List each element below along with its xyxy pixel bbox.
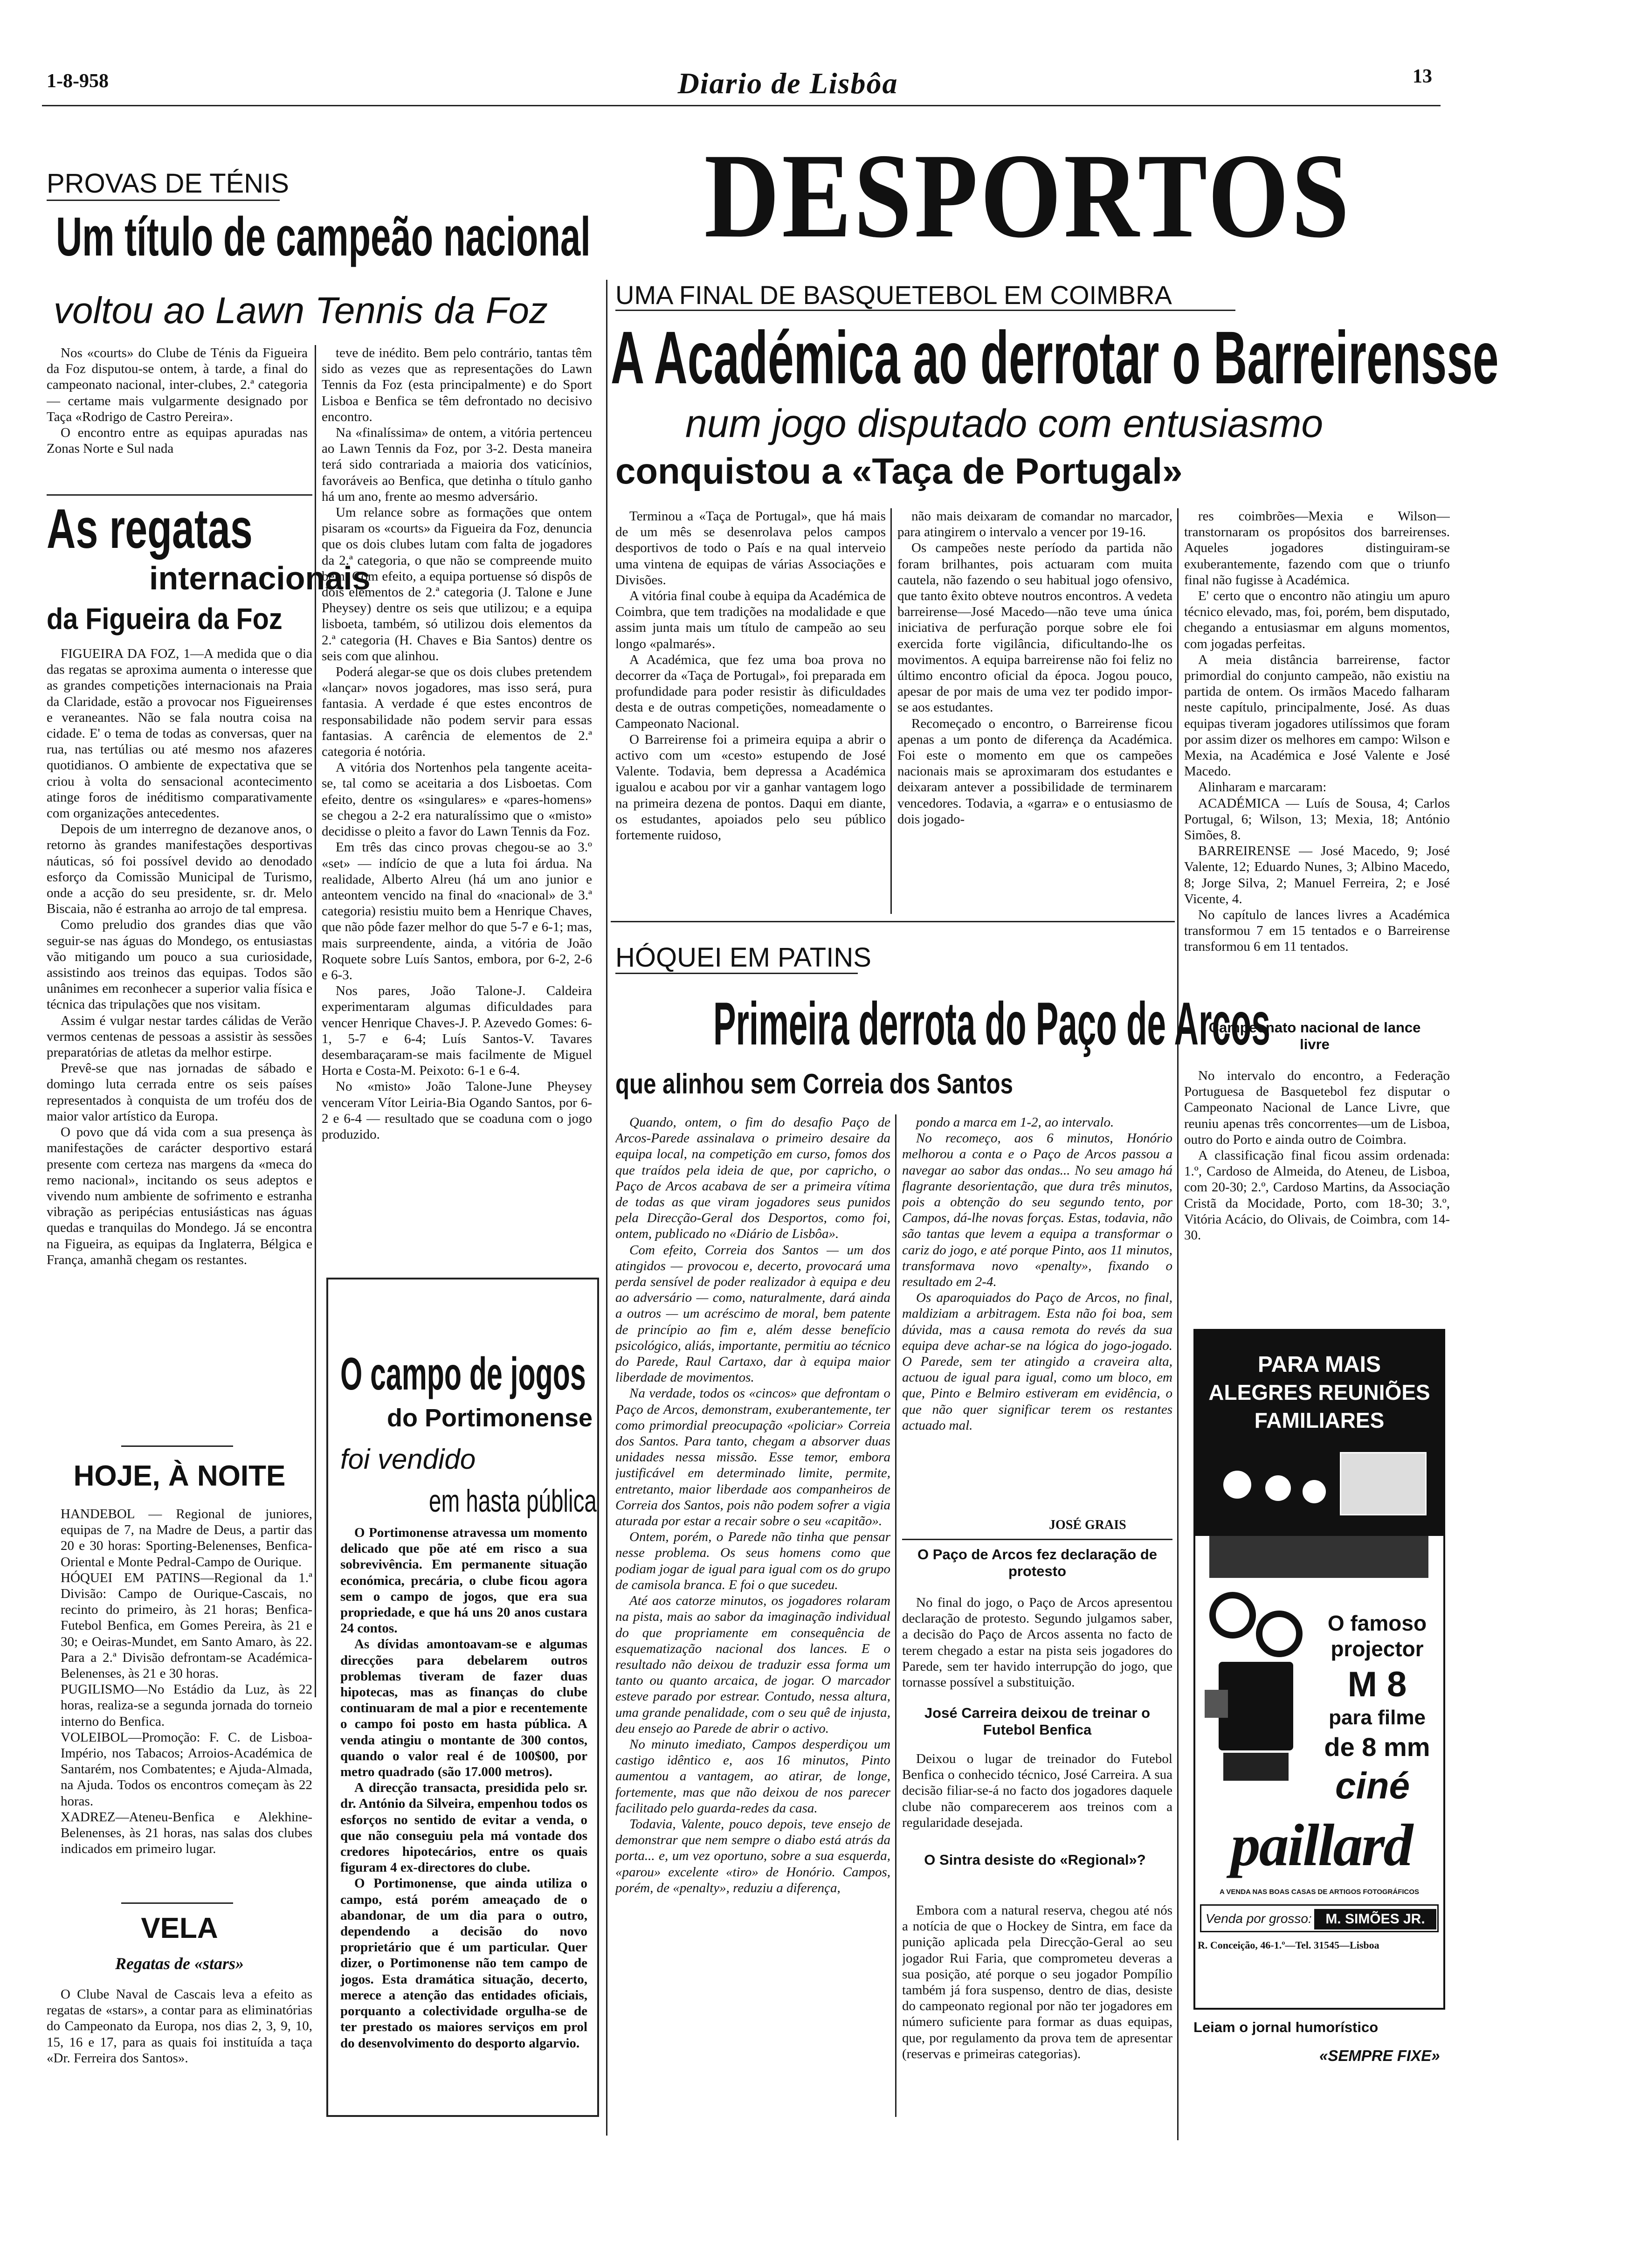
regatas-headline: As regatas xyxy=(47,498,253,560)
portimonense-line2: do Portimonense xyxy=(387,1404,593,1432)
header-rule xyxy=(42,105,1441,106)
ad-o-famoso: O famoso xyxy=(1327,1611,1427,1635)
hoje-title: HOJE, À NOITE xyxy=(73,1460,286,1492)
carreira-title: José Carreira deixou de treinar o Futebol Benfica xyxy=(924,1705,1151,1738)
kicker-underline xyxy=(615,973,858,974)
protesto-body: No final do jogo, o Paço de Arcos apresentou declaração de protesto. Segundo julgamos saber, a decisão do Paço de Arcos assenta no facto de terem chegado a estar na pista seis jogadores do Parede, sem ter havido interrupção do jogo, que tornasse possível a substituição. xyxy=(902,1595,1172,1690)
col-rule xyxy=(890,508,892,914)
regatas-line2: internacionais xyxy=(149,560,371,596)
portimonense-line4: em hasta pública xyxy=(429,1483,597,1519)
ad-banner-2: ALEGRES REUNIÕES xyxy=(1208,1380,1430,1404)
rule xyxy=(47,494,312,496)
tenis-col2: teve de inédito. Bem pelo contrário, tantas têm sido as vezes que as representações do Lawn Tennis da Foz (esta principalmente) e do Sport Lisboa e Benfica se têm defrontado no decisivo encontro. Na «finalíssima» de ontem, a vitória pertenceu ao Lawn Tennis da Foz, por 3-2. Desta maneira terá sido contrariada a maioria dos vaticínios, favoráveis ao Benfica, que detinha o título ganho há um ano, frente ao mesmo adversário. Um relance sobre as formações que ontem pisaram os «courts» da Figueira da Foz, denuncia que os dois clubes lutam com falta de jogadores da 2.ª categoria, o que não se compreende muito bem. Com efeito, a equipa portuense só dispôs de dois elementos de 2.ª categoria (J. Talone e June Pheysey) dentre os seis que utilizou; e a equipa lisboeta, também, só utilizou dois elementos da 2.ª categoria (H. Chaves e Bia Santos) dentre os seis com que alinhou. Poderá alegar-se que os dois clubes pretendem «lançar» novos jogadores, mas isso será, pura fantasia. A verdade é que estes encontros de responsabilidade não podem servir para essas fantasias. A carência de elementos de 2.ª categoria é notória. A vitória dos Nortenhos pela tangente aceita-se, tal como se aceitaria a dos Lisboetas. Com efeito, dentre os «singulares» e «pares-homens» se chegou a 2-2 era naturalíssimo que o «misto» decidisse o pleito a favor do Lawn Tennis da Foz. Em três das cinco provas chegou-se ao 3.º «set» — indício de que a luta foi árdua. Na realidade, Alberto Alreu (há um ano junior e anteontem vencido na final do «nacional» de 3.ª categoria) resistiu muito bem a Henrique Chaves, que não pôde fazer melhor do que 5-7 e 6-1; mas, mais surpreendente, ainda, a vitória de João Roquete sobre Luís Santos, embora, por 6-2, 2-6 e 6-3. Nos pares, João Talone-J. Caldeira experimentaram algumas dificuldades para vencer Henrique Chaves-J. P. Azevedo Gomes: 6-1, 5-7 e 6-4; Luís Santos-V. Tavares desembaraçaram-se mais facilmente de Miguel Horta e Costa-M. Peixoto: 6-1 e 6-4. No «misto» João Talone-June Pheysey venceram Vítor Leiria-Bia Ogando Santos, por 6-2 e 6-4 — resultado que se coaduna com o jogo produzido. xyxy=(322,346,592,1142)
tenis-headline: Um título de campeão nacional xyxy=(56,206,591,268)
portimonense-line3: foi vendido xyxy=(340,1444,476,1475)
col-rule xyxy=(315,345,316,1697)
sintra-title: O Sintra desiste do «Regional»? xyxy=(924,1852,1146,1868)
ad-sale-line: A VENDA NAS BOAS CASAS DE ARTIGOS FOTOGRÁFICOS xyxy=(1219,1888,1420,1896)
hoquei-author: JOSÉ GRAIS xyxy=(1049,1518,1126,1532)
col-rule xyxy=(1177,508,1179,2140)
sintra-body: Embora com a natural reserva, chegou até nós a notícia de que o Hockey de Sintra, em face da punição aplicada pela Direcção-Geral ao seu jogador Rui Faria, que comprometeu deveras a sua posição, até porque o seu jogador Pompílio também já fora suspenso, dentro de dias, desiste do campeonato regional por não ter jogadores em número suficiente para formar as duas equipas, que, por regulamento da prova tem de apresentar (reservas e primeiras categorias). xyxy=(902,1903,1172,2061)
vela-subtitle: Regatas de «stars» xyxy=(115,1954,244,1973)
hoquei-kicker: HÓQUEI EM PATINS xyxy=(615,942,871,973)
ad-address: R. Conceição, 46-1.º—Tel. 31545—Lisboa xyxy=(1198,1939,1379,1951)
section-title: DESPORTOS xyxy=(704,129,1352,263)
ad-brand-cine: ciné xyxy=(1335,1765,1410,1806)
basket-col1: Terminou a «Taça de Portugal», que há mais de um mês se desenrolava pelos campos desportivos de todo o País e na qual interveio uma vintena de equipas de várias Associações e Divisões. A vitória final coube à equipa da Académica de Coimbra, que tem tradições na modalidade e que assim junta mais um título de campeão ao seu longo «palmarés». A Académica, que fez uma boa prova no decorrer da «Taça de Portugal», foi preparada em profundidade para poder resistir às dificuldades desta e de outras competições, nomeadamente o Campeonato Nacional. O Barreirense foi a primeira equipa a abrir o activo com um «cesto» estupendo de José Valente. Todavia, bem depressa a Académica igualou e acabou por vir a ganhar vantagem logo na primeira dezena de pontos. Daqui em diante, os estudantes, apoiados pelo seu público fortemente ruidoso, xyxy=(615,509,886,843)
hoquei-col1: Quando, ontem, o fim do desafio Paço de Arcos-Parede assinalava o primeiro desaire da equipa local, na competição em curso, fomos dos que traídos pela ideia de que, por capricho, o Paço de Arcos acabava de ser a primeira vítima de todas as que viram jogadores seus punidos pela Direcção-Geral dos Desportos, como foi, ontem, publicado no «Diário de Lisbôa». Com efeito, Correia dos Santos — um dos atingidos — provocou e, decerto, provocará uma perda sensível de poder realizador à equipa e deu ao adversário — como, naturalmente, dará ainda a outros — um acréscimo de moral, bem patente de princípio ao fim e, além desse benefício psicológico, aliás, importante, permitiu ao técnico do Parede, Raul Cartaxo, dar à equipa maior liberdade de movimentos. Na verdade, todos os «cincos» que defrontam o Paço de Arcos, demonstram, exuberantemente, ter como primordial preocupação «policiar» Correia dos Santos. Para tanto, chegam a absorver duas unidades nessa missão. Esse temor, embora justificável em determinado limite, permite, entretanto, maior liberdade aos companheiros de Correia dos Santos, pois não podem sofrer a vigia aturada por estar a recair sobre o seu «capitão». Ontem, porém, o Parede não tinha que pensar nesse problema. Os seus homens como que podiam jogar de igual para igual com os do grupo de camisola branca. E foi o que sucedeu. Até aos catorze minutos, os jogadores rolaram na pista, mais ao sabor da imaginação individual do que propriamente em consequência de esquematização nacional dos lances. E o resultado não deixou de traduzir essa forma um tanto ou quanto arcaica, de jogar. O marcador esteve parado por estrear. Contudo, nessa altura, uma grande penalidade, com o seu quê de injusta, deu ensejo ao Parede de abrir o activo. No minuto imediato, Campos desperdiçou um castigo idêntico e, aos 16 minutos, Pinto aumentou a vantagem, ao atirar, de longe, fortemente, mas que não deixou de nos parecer facilitado pelo guarda-redes da casa. Todavia, Valente, pouco depois, teve ensejo de demonstrar que nem sempre o diabo está atrás da porta... e, um vez oportuno, sobre a sua esquerda, «parou» excelente «tiro» de Honório. Campos, porém, de «penalty», reduziu a diferença, xyxy=(615,1115,890,1895)
ad-model: M 8 xyxy=(1347,1665,1407,1704)
kicker-underline xyxy=(615,310,1235,311)
portimonense-line1: O campo de jogos xyxy=(340,1348,586,1399)
hoquei-col2: pondo a marca em 1-2, ao intervalo. No recomeço, aos 6 minutos, Honório melhorou a conta e o Paço de Arcos passou a navegar ao sabor das ondas... No seu amago há flagrante desorientação, que dura três minutos, pois a obtenção do seu segundo tento, por Campos, dá-lhe novas forças. Estas, todavia, não são tantas que levem a equipa a transformar o cariz do jogo, e até porque Pinto, aos 11 minutos, transformava novo «penalty», fixando o resultado em 2-4. Os aparoquiados do Paço de Arcos, no final, maldiziam a arbitragem. Esta não foi boa, sem dúvida, mas a causa remota do revés da sua equipa deve achar-se na lógica do jogo-jogado. O Parede, sem ter atingido a craveira alta, actuou de igual para igual, como um bloco, em que, Pinto e Belmiro estiveram em evidência, o que não quer significar terem os restantes actuado mal. xyxy=(902,1115,1172,1433)
tenis-subhead: voltou ao Lawn Tennis da Foz xyxy=(54,290,548,331)
paillard-ad xyxy=(1193,1329,1445,2010)
divider xyxy=(121,1445,233,1447)
ad-wholesale-label: Venda por grosso: xyxy=(1206,1911,1312,1926)
basket-headline: A Académica ao derrotar o Barreirensse xyxy=(611,316,1499,399)
ad-wholesale-name: M. SIMÕES JR. xyxy=(1314,1909,1436,1929)
lance-livre-body: No intervalo do encontro, a Federação Portuguesa de Basquetebol fez disputar o Campeonato Nacional de Lance Livre, que reuniu apenas três concorrentes—um de Lisboa, outro do Porto e ainda outro de Coimbra. A classificação final ficou assim ordenada: 1.º, Cardoso de Almeida, do Ateneu, de Lisboa, com 20-30; 2.º, Cardoso Martins, da Associação Cristã da Mocidade, Porto, com 18-30; 3.º, Vitória Acácio, do Olivais, de Coimbra, com 14-30. xyxy=(1184,1068,1450,1243)
basket-subhead2: conquistou a «Taça de Portugal» xyxy=(615,450,1183,491)
hoquei-headline: Primeira derrota do Paço de Arcos xyxy=(713,989,1270,1058)
family-illustration xyxy=(1205,1443,1433,1583)
masthead: Diario de Lisbôa xyxy=(677,67,898,100)
basket-kicker: UMA FINAL DE BASQUETEBOL EM COIMBRA xyxy=(615,280,1172,310)
page-number: 13 xyxy=(1413,66,1432,87)
rule xyxy=(902,1539,1172,1540)
regatas-line3: da Figueira da Foz xyxy=(47,602,283,636)
ad-8mm: de 8 mm xyxy=(1324,1732,1430,1762)
basket-col2: não mais deixaram de comandar no marcador, para atingirem o intervalo a vencer por 19-16. Os campeões neste período da partida não foram brilhantes, pois actuaram com muita cautela, não fazendo o seu habitual jogo ofensivo, que tanto êxito obteve noutros encontros. A vedeta barreirense—José Macedo—não teve uma única iniciativa de perfuração porque sobre ele foi exercida forte vigilância, dificultando-lhe os movimentos. A equipa barreirense não foi feliz no último encontro oficial da época. Jogou pouco, apesar de por mais de uma vez ter podido impor-se aos estudantes. Recomeçado o encontro, o Barreirense ficou apenas a um ponto de diferença da Académica. Foi este o momento em que os campeões nacionais mais se aproximaram dos estudantes e deixaram antever a possibilidade de terminarem vencedores. Todavia, a «garra» e o entusiasmo de dois jogado- xyxy=(897,509,1172,827)
hoquei-subhead: que alinhou sem Correia dos Santos xyxy=(615,1068,1013,1099)
tenis-kicker: PROVAS DE TÉNIS xyxy=(47,168,289,199)
regatas-body: FIGUEIRA DA FOZ, 1—A medida que o dia das regatas se aproxima aumenta o interesse que as grandes competições internacionais na Praia da Claridade, estão a provocar nos Figueirenses e veraneantes. Não se fala noutra coisa na cidade. E' o tema de todas as conversas, quer na rua, nas tertúlias ou até mesmo nos afazeres quotidianos. O ambiente de expectativa que se criou à volta do sensacional acontecimento atinge foros de inéditismo comparativamente com organizações antecedentes. Depois de um interregno de dezanove anos, o retorno às grandes manifestações desportivas náuticas, só foi possível devido ao denodado esforço da Comissão Municipal de Turismo, onde a acção do seu presidente, sr. dr. Melo Biscaia, não é estranha ao arrojo de tal empresa. Como preludio dos grandes dias que vão seguir-se nas águas do Mondego, os entusiastas vão mitigando um pouco a sua curiosidade, assistindo aos treinos das equipas. Todos são unânimes em reconhecer a superior valia física e técnica das tripulações que nos visitam. Assim é vulgar nestar tardes cálidas de Verão vermos centenas de pessoas a assistir às sessões preparatórias de atletas da melhor estirpe. Prevê-se que nas jornadas de sábado e domingo luta cerrada entre os seis países representados à conquista de um troféu dos de maior valor artístico da Europa. O povo que dá vida com a sua presença às manifestações de carácter desportivo estará presente com certeza nas margens da «meca do remo nacional», incitando os seus adeptos e vivendo num ambiente de sofrimento e estranha vibração as peripécias entusiásticas nas águas quedas e tranquilas do Mondego. Já se encontra na Figueira, as equipas da Inglaterra, Bélgica e França, amanhã chegam os restantes. xyxy=(47,646,312,1267)
projector-illustration xyxy=(1205,1592,1312,1792)
ad-banner-3: FAMILIARES xyxy=(1254,1408,1385,1432)
page-date: 1-8-958 xyxy=(47,70,109,92)
vela-body: O Clube Naval de Cascais leva a efeito as regatas de «stars», a contar para as eliminatórias do Campeonato da Europa, nos dias 2, 3, 9, 10, 15, 16 e 17, para as quais foi instituída a taça «Dr. Ferreira dos Santos». xyxy=(47,1987,312,2066)
col-rule xyxy=(606,280,607,2136)
ad-para-filme: para filme xyxy=(1329,1706,1426,1729)
basket-col3: res coimbrões—Mexia e Wilson—transtornaram os propósitos dos barreirenses. Aqueles jogadores distinguiram-se exuberantemente, fazendo com que o triunfo final não fugisse à Académica. E' certo que o encontro não atingiu um apuro técnico elevado, mas, foi, porém, bem disputado, chegando a entusiasmar em alguns momentos, com jogadas perfeitas. A meia distância barreirense, factor primordial do conjunto campeão, não existiu na partida de ontem. Os irmãos Macedo falharam neste capítulo, principalmente, José. As duas equipas tiveram jogadores utilíssimos que foram por assim dizer os melhores em campo: Wilson e Mexia, na Académica e José Valente e José Macedo. Alinharam e marcaram: ACADÉMICA — Luís de Sousa, 4; Carlos Portugal, 6; Wilson, 13; Mexia, 18; António Simões, 8. BARREIRENSE — José Macedo, 9; José Valente, 12; Eduardo Nunes, 3; Albino Macedo, 8; Jorge Silva, 2; Manuel Ferreira, 2; e José Vicente, 4. No capítulo de lances livres a Académica transformou 7 em 15 tentados e o Barreirense transformou 6 em 11 tentados. xyxy=(1184,509,1450,954)
portimonense-body: O Portimonense atravessa um momento delicado que põe até em risco a sua sobrevivência. Em permanente situação económica, precária, o clube ficou agora sem o campo de jogos, que era sua propriedade, e que há uns 20 anos custara 24 contos. As dívidas amontoavam-se e algumas direcções para debelarem outros problemas tiveram de fazer duas hipotecas, mas as finanças do clube continuaram de mal a pior e recentemente o campo foi posto em hasta pública. A venda atingiu o montante de 300 contos, quando o valor real é de 100$00, por metro quadrado (são 17.000 metros). A direcção transacta, presidida pelo sr. dr. António da Silveira, empenhou todos os esforços no sentido de evitar a venda, o que não conseguiu pela má vontade dos credores hipotecários, entre os quais figuram 4 ex-directores do clube. O Portimonense, que ainda utiliza o campo, está porém ameaçado de o abandonar, de um dia para o outro, dependendo a decisão do novo proprietário que é um particular. Quer dizer, o Portimonense não tem campo de jogos. Esta dramática situação, decerto, merece a atenção das entidades oficiais, porquanto a colectividade orgulha-se de ter prestado os maiores serviços em prol do desenvolvimento do desporto algarvio. xyxy=(340,1525,587,2051)
divider xyxy=(121,1902,233,1904)
hoje-list: HANDEBOL — Regional de juniores, equipas de 7, na Madre de Deus, a partir das 20 e 30 horas: Sporting-Belenenses, Benfica-Oriental e Monte Pedral-Campo de Ourique. HÓQUEI EM PATINS—Regional da 1.ª Divisão: Campo de Ourique-Cascais, no recinto do primeiro, às 21 horas; Benfica-Futebol Benfica, em Gomes Pereira, às 21 e 30; e Oeiras-Mundet, em Santo Amaro, às 22. Para a 2.ª Divisão defrontam-se Académica-Belenenses, às 21 e 30 horas. PUGILISMO—No Estádio da Luz, às 22 horas, realiza-se a segunda jornada do torneio interno do Benfica. VOLEIBOL—Promoção: F. C. de Lisboa-Império, nos Tabacos; Arroios-Académica de Santarém, nos Combatentes; e Ajuda-Almada, na Ajuda. Todos os encontros começam às 22 horas. XADREZ—Ateneu-Benfica e Alekhine-Belenenses, às 21 horas, nas salas dos clubes indicados em primeiro lugar. xyxy=(61,1507,312,1857)
ad-banner-1: PARA MAIS xyxy=(1258,1352,1381,1377)
rule xyxy=(611,921,1175,922)
read-line-1: Leiam o jornal humorístico xyxy=(1193,2019,1379,2035)
ad-brand-paillard: paillard xyxy=(1230,1812,1412,1878)
basket-subhead: num jogo disputado com entusiasmo xyxy=(685,401,1324,445)
read-line-2: «SEMPRE FIXE» xyxy=(1319,2047,1440,2064)
protesto-title: O Paço de Arcos fez declaração de protesto xyxy=(917,1546,1157,1579)
lance-livre-title: Campeonato nacional de lance livre xyxy=(1208,1019,1421,1052)
ad-projector: projector xyxy=(1331,1637,1424,1661)
carreira-body: Deixou o lugar de treinador do Futebol Benfica o conhecido técnico, José Carreira. A sua decisão filiar-se-á no facto dos jogadores daquele clube não comparecerem aos treinos com a regularidade desejada. xyxy=(902,1751,1172,1830)
vela-title: VELA xyxy=(141,1912,218,1944)
col-rule xyxy=(895,1114,896,2117)
kicker-underline xyxy=(47,200,280,201)
tenis-col1: Nos «courts» do Clube de Ténis da Figueira da Foz disputou-se ontem, à tarde, a final do campeonato nacional, inter-clubes, 2.ª categoria — certame mais vulgarmente designado por Taça «Rodrigo de Castro Pereira». O encontro entre as equipas apuradas nas Zonas Norte e Sul nada xyxy=(47,346,308,456)
